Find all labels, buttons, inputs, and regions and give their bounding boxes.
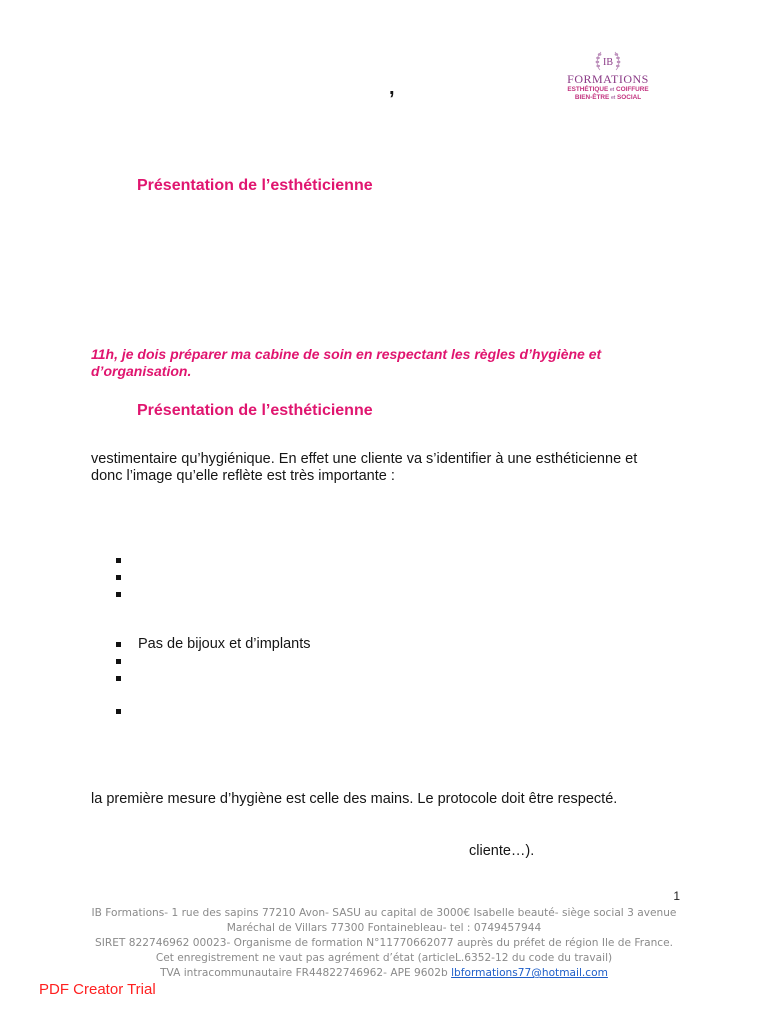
- bullet-marker: [116, 659, 121, 664]
- paragraph-line: donc l’image qu’elle reflète est très importante :: [91, 468, 395, 484]
- pdf-creator-watermark: PDF Creator Trial: [39, 981, 156, 998]
- ib-formations-logo: [556, 50, 660, 106]
- footer-line: TVA intracommunautaire FR44822746962- APE 9602b lbformations77@hotmail.com: [160, 967, 608, 979]
- bullet-marker: [116, 642, 121, 647]
- bullet-marker: [116, 676, 121, 681]
- intro-instruction: 11h, je dois préparer ma cabine de soin en respectant les règles d’hygiène et d’organisation.: [91, 346, 602, 379]
- logo-seal-text: IB: [603, 57, 613, 68]
- logo-tagline-1: ESTHÉTIQUE et COIFFURE: [567, 86, 649, 93]
- paragraph-line: vestimentaire qu’hygiénique. En effet une cliente va s’identifier à une esthéticienne et: [91, 451, 638, 467]
- logo-name: FORMATIONS: [567, 72, 649, 86]
- footer-line: IB Formations- 1 rue des sapins 77210 Avon- SASU au capital de 3000€ Isabelle beauté- siège social 3 avenue: [91, 907, 677, 919]
- bullet-marker: [116, 592, 121, 597]
- bullet-item-jewelry: Pas de bijoux et d’implants: [138, 636, 311, 652]
- footer-line: SIRET 822746962 00023- Organisme de formation N°11770662077 auprès du préfet de région Ile de France.: [95, 937, 673, 949]
- laurel-seal-icon: [594, 50, 622, 72]
- footer-email-link[interactable]: lbformations77@hotmail.com: [451, 967, 608, 979]
- stray-punctuation: ,: [389, 77, 395, 99]
- bullet-marker: [116, 558, 121, 563]
- bullet-marker: [116, 709, 121, 714]
- footer-line: Maréchal de Villars 77300 Fontainebleau- tel : 0749457944: [226, 922, 542, 934]
- footer-line: Cet enregistrement ne vaut pas agrément d’état (articleL.6352-12 du code du travail): [155, 952, 613, 964]
- section-heading-presentation: Présentation de l’esthéticienne: [137, 177, 373, 194]
- logo-tagline-2: BIEN-ÊTRE et SOCIAL: [574, 94, 642, 101]
- section-heading-presentation-2: Présentation de l’esthéticienne: [137, 402, 373, 419]
- paragraph-fragment: cliente…).: [469, 843, 535, 859]
- paragraph-hand-hygiene: la première mesure d’hygiène est celle des mains. Le protocole doit être respecté.: [91, 791, 618, 807]
- bullet-marker: [116, 575, 121, 580]
- page-number: 1: [673, 889, 680, 903]
- paragraph-dress-code: [91, 451, 691, 485]
- page-footer: [60, 906, 708, 981]
